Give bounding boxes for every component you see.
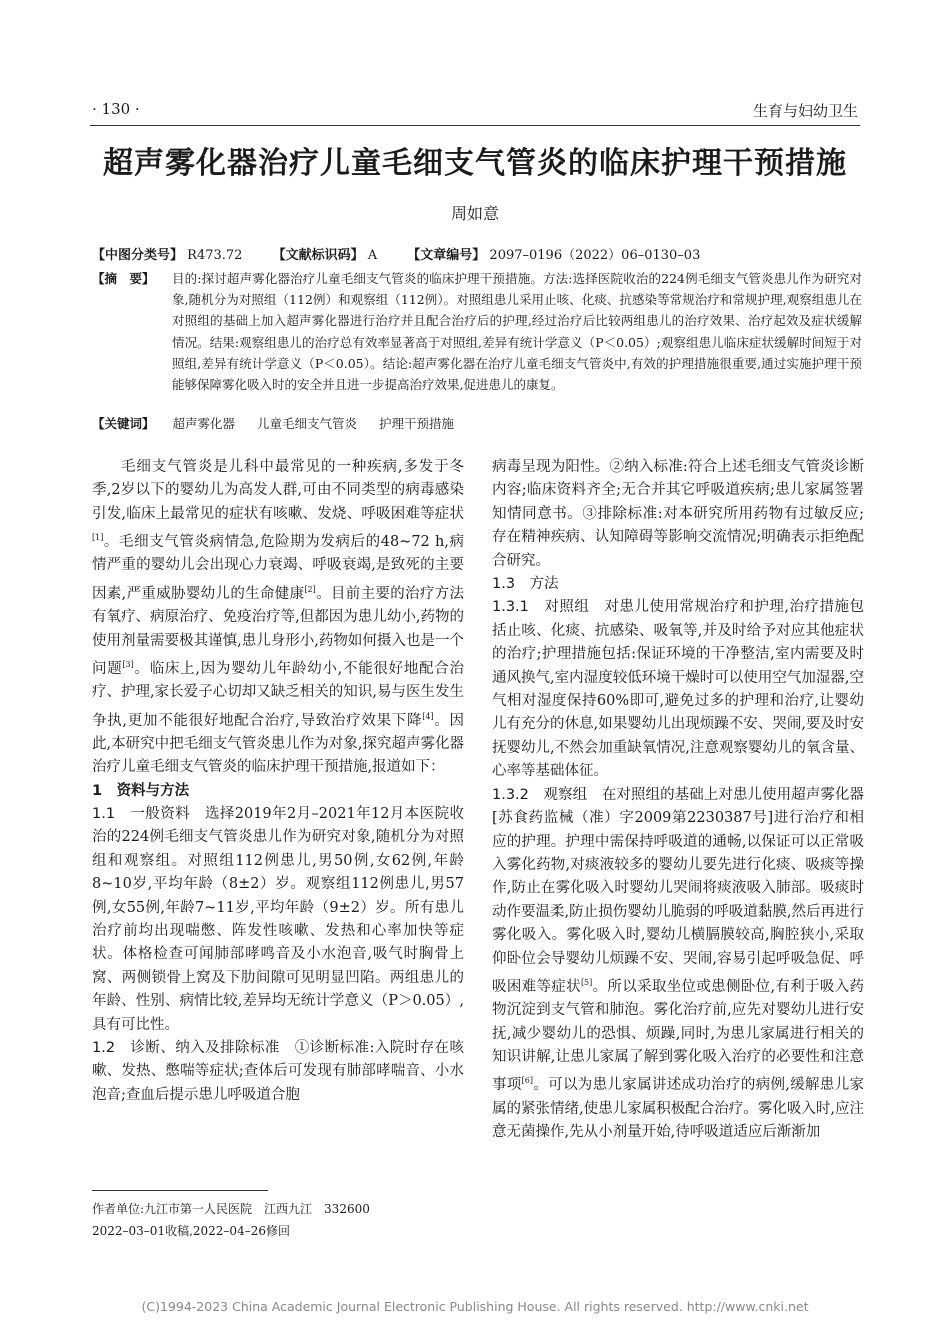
page-number: · 130 · xyxy=(92,100,140,118)
keyword: 护理干预措施 xyxy=(379,416,455,431)
intro-paragraph: 毛细支气管炎是儿科中最常见的一种疾病,多发于冬季,2岁以下的婴幼儿为高发人群,可由不同类型的病毒感染引发,临床上最常见的症状有咳嗽、发烧、呼吸困难等症状[1]。毛细支气管炎病情急,危险期为发病后的48~72 h,病情严重的婴幼儿会出现心力衰竭、呼吸衰竭,是致死的主要因素,严重威胁婴幼儿的生命健康[2]。目前主要的治疗方法有氧疗、病原治疗、免疫治疗等,但都因为患儿幼小,药物的使用剂量需要极其谨慎,患儿身形小,药物如何摄入也是一个问题[3]。临床上,因为婴幼儿年龄幼小,不能很好地配合治疗、护理,家长爱子心切却又缺乏相关的知识,易与医生发生争执,更加不能很好地配合治疗,导致治疗效果下降[4]。因此,本研究中把毛细支气管炎患儿作为对象,探究超声雾化器治疗儿童毛细支气管炎的临床护理干预措施,报道如下： xyxy=(92,459,465,776)
author-name: 周如意 xyxy=(450,204,499,223)
section-1-3-2: 1.3.2 观察组 在对照组的基础上对患儿使用超声雾化器[苏食药监械（准）字2009第2230387号]进行治疗和相应的护理。护理中需保持呼吸道的通畅,以保证可以正常吸入雾化药物,对痰液较多的婴幼儿要先进行化痰、吸痰等操作,防止在雾化吸入时婴幼儿哭闹将痰液吸入肺部。吸痰时动作要温柔,防止损伤婴幼儿脆弱的呼吸道黏膜,然后再进行雾化吸入。雾化吸入时,婴幼儿横膈膜较高,胸腔狭小,采取仰卧位会导婴幼儿烦躁不安、哭闹,容易引起呼吸急促、呼吸困难等症状[5]。所以采取坐位或患侧卧位,有利于吸入药物沉淀到支气管和肺泡。雾化治疗前,应先对婴幼儿进行安抚,减少婴幼儿的恐惧、烦躁,同时,为患儿家属进行相关的知识讲解,让患儿家属了解到雾化吸入治疗的必要性和注意事项[6]。可以为患儿家属讲述成功治疗的病例,缓解患儿家属的紧张情绪,使患儿家属积极配合治疗。雾化吸入时,应注意无菌操作,先从小剂量开始,待呼吸道适应后渐渐加 xyxy=(492,786,865,1141)
section-1-2: 1.2 诊断、纳入及排除标准 ①诊断标准:入院时存在咳嗽、发热、憋喘等症状;查体后可发现有肺部哮喘音、小水泡音;查血后提示患儿呼吸道合胞 xyxy=(92,1040,465,1103)
clc-label: 【中图分类号】 xyxy=(92,248,184,263)
section-1-1: 1.1 一般资料 选择2019年2月–2021年12月本医院收治的224例毛细支气管炎患儿作为研究对象,随机分为对照组和观察组。对照组112例患儿,男50例,女62例,年龄8~10岁,平均年龄（8±2）岁。观察组112例患儿,男57例,女55例,年龄7~11岁,平均年龄（9±2）岁。所有患儿治疗前均出现喘憋、阵发性咳嗽、发热和心率加快等症状。体格检查可闻肺部哮鸣音及小水泡音,吸气时胸骨上窝、两侧锁骨上窝及下肋间隙可见明显凹陷。两组患儿的年龄、性别、病情比较,差异均无统计学意义（P＞0.05）,具有可比性。 xyxy=(92,806,465,1033)
header-divider xyxy=(90,125,860,126)
keyword: 儿童毛细支气管炎 xyxy=(257,416,358,431)
received-dates: 2022–03–01收稿,2022–04–26修回 xyxy=(92,1224,290,1238)
criteria-paragraph: 病毒呈现为阳性。②纳入标准:符合上述毛细支气管炎诊断内容;临床资料齐全;无合并其它呼吸道疾病;患儿家属签署知情同意书。③排除标准:对本研究所用药物有过敏反应;存在精神疾病、认知障碍等影响交流情况;明确表示拒绝配合研究。 xyxy=(492,459,864,569)
footnote-divider xyxy=(92,1190,268,1191)
author-affiliation: 作者单位:九江市第一人民医院 江西九江 332600 xyxy=(92,1202,370,1216)
keywords xyxy=(92,414,862,432)
doc-code-value: A xyxy=(367,248,378,263)
section-heading: 1 资料与方法 xyxy=(92,782,190,799)
citation: [6] xyxy=(521,1076,533,1086)
body-column-right xyxy=(492,456,864,1144)
article-title: 超声雾化器治疗儿童毛细支气管炎的临床护理干预措施 xyxy=(103,146,847,181)
footnote xyxy=(92,1198,370,1242)
section-1-3-1: 1.3.1 对照组 对患儿使用常规治疗和护理,治疗措施包括止咳、化痰、抗感染、吸氧等,并及时给予对应其他症状的治疗;护理措施包括:保证环境的干净整洁,室内需要及时通风换气,室内湿度较低环境干燥时可以使用空气加湿器,空气相对湿度保持60%即可,避免过多的护理和治疗,让婴幼儿有充分的休息,如果婴幼儿出现烦躁不安、哭闹,要及时安抚婴幼儿,不然会加重缺氧情况,注意观察婴幼儿的氧含量、心率等基础体征。 xyxy=(492,599,864,780)
subsection-heading: 1.2 诊断、纳入及排除标准 xyxy=(92,1040,280,1057)
citation: [2] xyxy=(304,584,316,594)
copyright-notice: (C)1994-2023 China Academic Journal Electronic Publishing House. All rights reserved. http://www.cnki.net xyxy=(141,1299,809,1314)
clc-value: R473.72 xyxy=(187,248,243,263)
article-number-value: 2097–0196（2022）06–0130–03 xyxy=(489,248,701,263)
keyword: 超声雾化器 xyxy=(172,416,236,431)
citation: [1] xyxy=(92,533,104,543)
body-column-left xyxy=(92,456,464,1107)
abstract xyxy=(92,268,862,395)
article-number-label: 【文章编号】 xyxy=(407,248,486,263)
doc-code-label: 【文献标识码】 xyxy=(272,248,364,263)
subsection-heading: 1.3.1 对照组 xyxy=(492,599,590,616)
citation: [5] xyxy=(580,977,593,987)
subsection-heading: 1.1 一般资料 xyxy=(92,806,191,822)
journal-name: 生育与妇幼卫生 xyxy=(752,102,858,120)
citation: [3] xyxy=(122,659,134,669)
subsection-heading: 1.3.2 观察组 xyxy=(492,786,588,803)
classification-line xyxy=(92,244,862,263)
subsection-heading: 1.3 方法 xyxy=(492,576,559,593)
abstract-text: 目的:探讨超声雾化器治疗儿童毛细支气管炎的临床护理干预措施。方法:选择医院收治的224例毛细支气管炎患儿作为研究对象,随机分为对照组（112例）和观察组（112例）。对照组患儿采用止咳、化痰、抗感染等常规治疗和常规护理,观察组患儿在对照组的基础上加入超声雾化器进行治疗并且配合治疗后的护理,经过治疗后比较两组患儿的治疗效果、治疗起效及症状缓解情况。结果:观察组患儿的治疗总有效率显著高于对照组,差异有统计学意义（P＜0.05）;观察组患儿临床症状缓解时间短于对照组,差异有统计学意义（P＜0.05）。结论:超声雾化器在治疗儿童毛细支气管炎中,有效的护理措施很重要,通过实施护理干预能够保障雾化吸入时的安全并且进一步提高治疗效果,促进患儿的康复。 xyxy=(172,271,862,393)
abstract-label: 【摘 要】 xyxy=(92,271,155,286)
keywords-label: 【关键词】 xyxy=(92,416,155,431)
citation: [4] xyxy=(422,711,434,721)
